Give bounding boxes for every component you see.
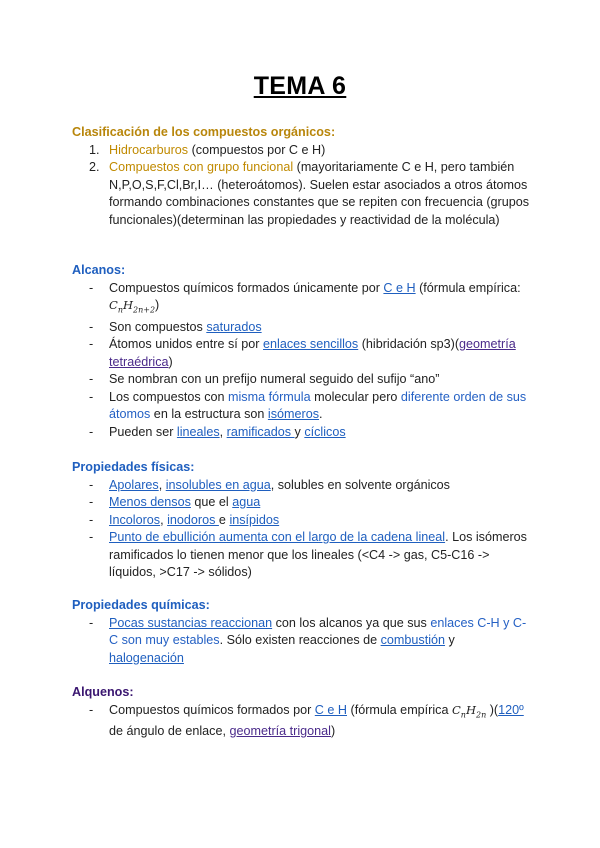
item-text: de ángulo de enlace, xyxy=(109,724,230,739)
list-item xyxy=(72,494,532,512)
item-text: que el xyxy=(190,495,233,509)
item-text: (fórmula empírica xyxy=(347,702,452,717)
formula-symbol: H xyxy=(122,298,133,312)
item-text: . Los isómeros ramificados lo tienen menor que los lineales (<C4 -> gas, C5-C16 -> líquidos, >C17 -> sólidos) xyxy=(109,530,527,579)
link-120-grados[interactable]: 120º xyxy=(498,702,524,717)
list-number: 1. xyxy=(89,142,100,157)
link-ramificados[interactable]: ramificados xyxy=(226,424,295,439)
link-ciclicos[interactable]: cíclicos xyxy=(304,424,346,439)
item-text: Compuestos químicos formados por xyxy=(109,702,315,717)
item-text: Los compuestos con xyxy=(109,389,229,404)
list-bullet: - xyxy=(89,477,94,492)
list-item xyxy=(72,280,532,319)
link-inodoros[interactable]: inodoros xyxy=(167,512,219,527)
highlight-text: enlaces C-H y C-C son muy estables xyxy=(109,615,527,647)
formula-alcanos xyxy=(109,298,156,315)
list-item xyxy=(72,615,532,668)
item-text: . xyxy=(319,407,323,422)
item-text: ) xyxy=(330,724,336,739)
list-bullet: - xyxy=(89,424,94,439)
item-text: (fórmula empírica: xyxy=(415,280,521,295)
heading-propiedades-quimicas: Propiedades químicas: xyxy=(72,598,210,612)
heading-alquenos: Alquenos: xyxy=(72,685,134,699)
link-agua[interactable]: agua xyxy=(232,495,261,509)
item-text: Se nombran con un prefijo numeral seguido del sufijo “ano” xyxy=(109,372,440,387)
formula-subscript: 2n xyxy=(475,709,487,719)
list-bullet: - xyxy=(89,702,94,717)
list-item xyxy=(72,142,532,160)
heading-clasificacion: Clasificación de los compuestos orgánicos: xyxy=(72,125,336,139)
list-bullet: - xyxy=(89,530,94,544)
list-item xyxy=(72,529,532,582)
item-text: (hibridación sp3)( xyxy=(358,337,460,352)
item-text: e xyxy=(218,512,230,527)
list-bullet: - xyxy=(89,337,94,352)
item-text: y xyxy=(294,424,305,439)
item-text: molecular pero xyxy=(310,389,401,404)
item-text: ) xyxy=(168,354,173,369)
link-menos-densos[interactable]: Menos densos xyxy=(109,495,191,509)
list-number: 2. xyxy=(89,160,100,174)
item-text: Pueden ser xyxy=(109,424,177,439)
link-lineales[interactable]: lineales xyxy=(176,424,220,439)
link-insipidos[interactable]: insípidos xyxy=(229,512,280,527)
list-clasificacion xyxy=(72,142,532,230)
link-c-e-h[interactable]: C e H xyxy=(314,702,347,717)
highlight-text: diferente orden de sus átomos xyxy=(109,389,527,422)
list-item xyxy=(72,477,532,495)
link-geometria-tetraedrica[interactable]: geometría tetraédrica xyxy=(109,337,516,369)
link-apolares[interactable]: Apolares xyxy=(109,477,159,492)
list-item xyxy=(72,512,532,530)
link-incoloros[interactable]: Incoloros xyxy=(109,512,161,527)
item-text: , xyxy=(158,477,166,492)
section-alcanos xyxy=(72,262,532,441)
highlight-text: Compuestos con grupo funcional xyxy=(109,160,294,174)
list-item xyxy=(72,319,532,337)
formula-subscript: n xyxy=(117,305,123,315)
link-enlaces-sencillos[interactable]: enlaces sencillos xyxy=(263,337,359,352)
item-text: . Sólo existen reacciones de xyxy=(219,633,381,647)
section-alquenos xyxy=(72,684,532,741)
list-bullet: - xyxy=(89,319,94,334)
item-text: , xyxy=(219,424,227,439)
formula-alquenos xyxy=(452,703,486,717)
item-text: ) xyxy=(155,298,160,312)
link-saturados[interactable]: saturados xyxy=(206,319,262,334)
formula-symbol: C xyxy=(451,702,461,717)
heading-propiedades-fisicas: Propiedades físicas: xyxy=(72,460,195,474)
link-geometria-trigonal[interactable]: geometría trigonal xyxy=(229,724,331,739)
list-bullet: - xyxy=(89,280,94,295)
list-item xyxy=(72,389,532,424)
section-clasificacion xyxy=(72,124,532,229)
section-propiedades-fisicas xyxy=(72,459,532,582)
link-c-e-h[interactable]: C e H xyxy=(383,280,416,295)
formula-subscript: 2n+2 xyxy=(133,305,156,315)
list-item xyxy=(72,159,532,229)
formula-symbol: H xyxy=(465,702,476,717)
link-pocas-sustancias[interactable]: Pocas sustancias reaccionan xyxy=(109,615,273,630)
link-insolubles-en-agua[interactable]: insolubles en agua xyxy=(165,477,271,492)
item-text: en la estructura son xyxy=(150,407,268,422)
list-propiedades-quimicas xyxy=(72,615,532,668)
list-bullet: - xyxy=(89,389,94,404)
link-punto-de-ebullicion[interactable]: Punto de ebullición aumenta con el largo de la cadena lineal xyxy=(109,530,446,544)
item-text: y xyxy=(445,633,455,647)
list-bullet: - xyxy=(89,495,94,509)
item-text: Compuestos químicos formados únicamente por xyxy=(109,280,384,295)
link-halogenacion[interactable]: halogenación xyxy=(109,650,184,665)
item-text: )( xyxy=(486,702,499,717)
list-alcanos xyxy=(72,280,532,442)
heading-alcanos: Alcanos: xyxy=(72,263,126,277)
formula-subscript: n xyxy=(460,709,466,719)
list-item xyxy=(72,371,532,389)
item-text: (mayoritariamente C e H, pero también N,P,O,S,F,Cl,Br,I… (heteroátomos). Suelen estar asociados a otros átomos formando combinaciones constantes que se repiten con frecuencia (grupos funcionales)(determinan las propiedades y reactividad de la molécula) xyxy=(109,160,530,227)
list-bullet: - xyxy=(89,372,94,387)
link-isomeros[interactable]: isómeros xyxy=(267,407,320,422)
list-item xyxy=(72,336,532,371)
list-item xyxy=(72,424,532,442)
highlight-text: misma fórmula xyxy=(228,389,311,404)
item-text: Son compuestos xyxy=(109,319,207,334)
item-text: , xyxy=(160,512,168,527)
item-text: Átomos unidos entre sí por xyxy=(109,337,264,352)
list-item xyxy=(72,702,532,741)
item-text: (compuestos por C e H) xyxy=(188,142,326,157)
list-bullet: - xyxy=(89,615,94,630)
link-combustion[interactable]: combustión xyxy=(380,633,446,647)
list-bullet: - xyxy=(89,512,94,527)
item-text: con los alcanos ya que sus xyxy=(272,615,431,630)
formula-symbol: C xyxy=(109,298,118,312)
section-propiedades-quimicas xyxy=(72,597,532,667)
list-propiedades-fisicas xyxy=(72,477,532,582)
highlight-text: Hidrocarburos xyxy=(109,142,189,157)
page-title: TEMA 6 xyxy=(253,72,347,100)
list-alquenos xyxy=(72,702,532,741)
item-text: , solubles en solvente orgánicos xyxy=(270,477,450,492)
